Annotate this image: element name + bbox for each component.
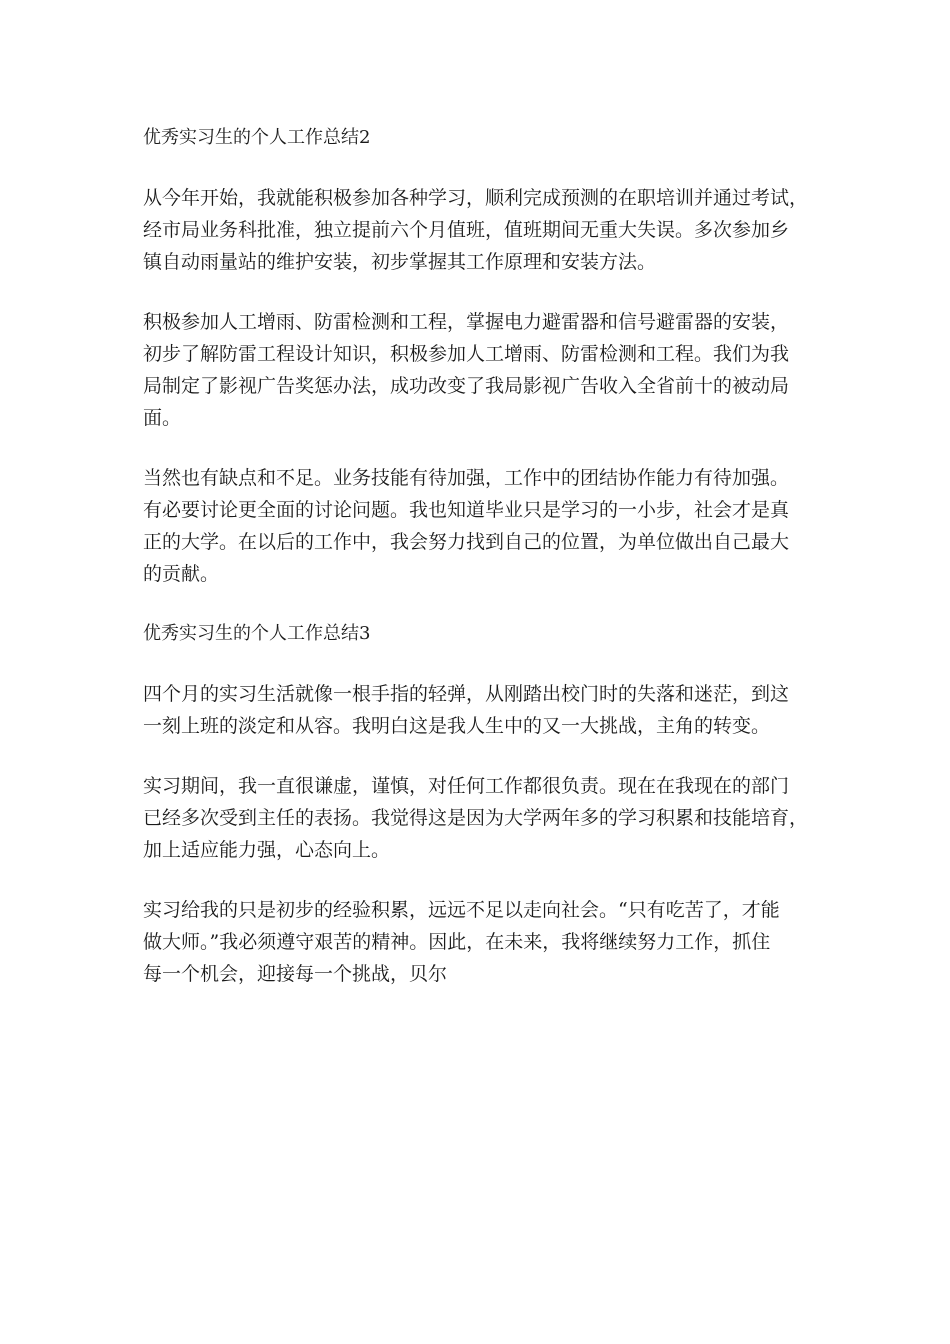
paragraph-line: 一刻上班的淡定和从容。我明白这是我人生中的又一大挑战，主角的转变。 — [143, 715, 771, 737]
paragraph — [143, 678, 808, 742]
paragraph-line: 有必要讨论更全面的讨论问题。我也知道毕业只是学习的一小步，社会才是真 — [143, 499, 790, 521]
paragraph — [143, 182, 808, 278]
paragraph-line: 当然也有缺点和不足。业务技能有待加强，工作中的团结协作能力有待加强。 — [143, 467, 790, 489]
paragraph-line: 积极参加人工增雨、防雷检测和工程，掌握电力避雷器和信号避雷器的安装， — [143, 311, 790, 333]
paragraph-line: 从今年开始，我就能积极参加各种学习，顺利完成预测的在职培训并通过考试， — [143, 187, 809, 209]
section-heading: 优秀实习生的个人工作总结3 — [143, 623, 371, 644]
paragraph-line: 实习给我的只是初步的经验积累，远远不足以走向社会。“只有吃苦了，才能 — [143, 899, 780, 921]
paragraph-line: 已经多次受到主任的表扬。我觉得这是因为大学两年多的学习积累和技能培育， — [143, 807, 809, 829]
paragraph-line: 局制定了影视广告奖惩办法，成功改变了我局影视广告收入全省前十的被动局 — [143, 375, 790, 397]
paragraph-line: 加上适应能力强，心态向上。 — [143, 839, 391, 861]
paragraph-line: 做大师。”我必须遵守艰苦的精神。因此，在未来，我将继续努力工作，抓住 — [143, 931, 771, 953]
paragraph-line: 四个月的实习生活就像一根手指的轻弹，从刚踏出校门时的失落和迷茫，到这 — [143, 683, 790, 705]
paragraph — [143, 306, 808, 434]
paragraph — [143, 894, 808, 990]
paragraph-line: 正的大学。在以后的工作中，我会努力找到自己的位置，为单位做出自己最大 — [143, 531, 790, 553]
paragraph-line: 实习期间，我一直很谦虚，谨慎，对任何工作都很负责。现在在我现在的部门 — [143, 775, 790, 797]
paragraph-line: 面。 — [143, 407, 182, 429]
paragraph — [143, 462, 808, 590]
document-page — [143, 122, 808, 1018]
paragraph-line: 经市局业务科批准，独立提前六个月值班，值班期间无重大失误。多次参加乡 — [143, 219, 790, 241]
paragraph-line: 每一个机会，迎接每一个挑战，贝尔 — [143, 963, 448, 985]
paragraph-line: 的贡献。 — [143, 563, 220, 585]
paragraph-line: 镇自动雨量站的维护安装，初步掌握其工作原理和安装方法。 — [143, 251, 657, 273]
section-heading: 优秀实习生的个人工作总结2 — [143, 127, 371, 148]
paragraph — [143, 770, 808, 866]
paragraph-line: 初步了解防雷工程设计知识，积极参加人工增雨、防雷检测和工程。我们为我 — [143, 343, 790, 365]
